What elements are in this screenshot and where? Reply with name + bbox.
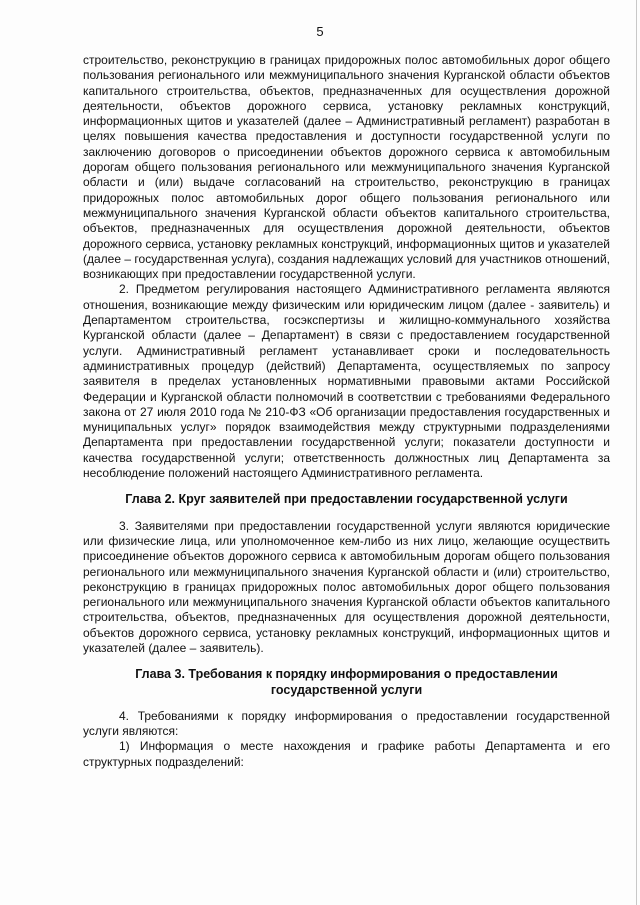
paragraph-4: 4. Требованиями к порядку информирования о предоставлении государственной услуги являются: (83, 708, 610, 739)
page-number: 5 (316, 24, 324, 39)
paragraph-4-item-1: 1) Информация о месте нахождения и графике работы Департамента и его структурных подразделений: (83, 739, 610, 769)
paragraph-1-continuation: строительство, реконструкцию в границах придорожных полос автомобильных дорог общего пользования регионального или межмуниципального значения Курганской области объектов капитального строительства, объектов, предназначенных для осуществления дорожной деятельности, объектов дорожного сервиса, установку рекламных конструкций, информационных щитов и указателей (далее – Административный регламент) разработан в целях повышения качества предоставления и доступности государственной услуги по заключению договоров о присоединении объектов дорожного сервиса к автомобильным дорогам общего пользования регионального или межмуниципального значения Курганской области и (или) выдаче согласований на строительство, реконструкцию в границах придорожных полос автомобильных дорог общего пользования регионального или межмуниципального значения Курганской области объектов капитального строительства, объектов, предназначенных для осуществления дорожной деятельности, объектов дорожного сервиса, установку рекламных конструкций, информационных щитов и указателей (далее – государственная услуга), создания надлежащих условий для участников отношений, возникающих при предоставлении государственной услуги. (83, 53, 610, 282)
scan-edge-line (636, 0, 637, 905)
document-body (83, 53, 610, 770)
paragraph-2: 2. Предметом регулирования настоящего Административного регламента являются отношения, возникающие между физическим или юридическим лицом (далее - заявитель) и Департаментом строительства, госэкспертизы и жилищно-коммунального хозяйства Курганской области (далее – Департамент) в связи с предоставлением государственной услуги. Административный регламент устанавливает сроки и последовательность административных процедур (действий) Департамента, осуществляемых по запросу заявителя в пределах установленных нормативными правовыми актами Российской Федерации и Курганской области полномочий в соответствии с требованиями Федерального закона от 27 июля 2010 года № 210-ФЗ «Об организации предоставления государственных и муниципальных услуг» порядок взаимодействия между структурными подразделениями Департамента при предоставлении государственной услуги; показатели доступности и качества государственной услуги; ответственность должностных лиц Департамента за несоблюдение положений настоящего Административного регламента. (83, 282, 610, 481)
chapter-2-heading: Глава 2. Круг заявителей при предоставлении государственной услуги (125, 492, 568, 507)
chapter-3-heading: Глава 3. Требования к порядку информирования о предоставлении государственной услуги (135, 667, 558, 697)
paragraph-3: 3. Заявителями при предоставлении государственной услуги являются юридические или физические лица, или уполномоченное кем-либо из них лицо, желающие осуществить присоединение объектов дорожного сервиса к автомобильным дорогам общего пользования регионального или межмуниципального значения Курганской области и (или) строительство, реконструкцию в границах придорожных полос автомобильных дорог общего пользования регионального или межмуниципального значения Курганской области объектов капитального строительства, объектов, предназначенных для осуществления дорожной деятельности, объектов дорожного сервиса, установку рекламных конструкций, информационных щитов и указателей (далее – заявитель). (83, 518, 610, 655)
